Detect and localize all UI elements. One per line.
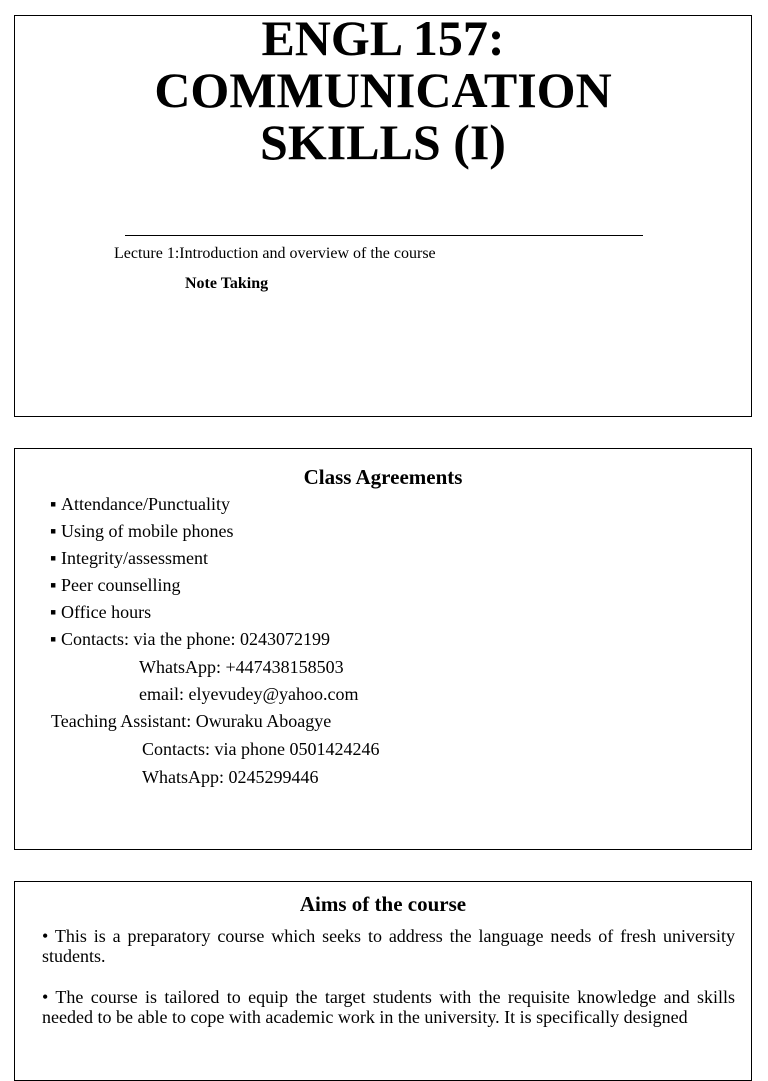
teaching-assistant: Teaching Assistant: Owuraku Aboagye bbox=[51, 711, 332, 731]
lecture-subtitle: Lecture 1:Introduction and overview of the course bbox=[114, 245, 436, 262]
bullet-icon: ▪ bbox=[50, 629, 57, 649]
whatsapp-contact: WhatsApp: +447438158503 bbox=[139, 657, 344, 677]
aim-paragraph: • This is a preparatory course which seeks to address the language needs of fresh university students. bbox=[42, 926, 735, 966]
slide-heading: Class Agreements bbox=[303, 465, 463, 489]
slide-heading: Aims of the course bbox=[299, 892, 467, 916]
list-item: ▪ Using of mobile phones bbox=[50, 521, 234, 541]
bullet-icon: ▪ bbox=[50, 521, 57, 541]
bullet-icon: • bbox=[42, 987, 49, 1007]
note-taking-label: Note Taking bbox=[185, 275, 269, 292]
bullet-icon: ▪ bbox=[50, 548, 57, 568]
course-title-line: ENGL 157: bbox=[261, 10, 505, 66]
bullet-icon: ▪ bbox=[50, 575, 57, 595]
course-title bbox=[15, 12, 751, 168]
ta-whatsapp-contact: WhatsApp: 0245299446 bbox=[142, 767, 319, 787]
course-title-line: SKILLS (I) bbox=[260, 114, 506, 170]
list-item: ▪ Office hours bbox=[50, 602, 152, 622]
bullet-icon: ▪ bbox=[50, 494, 57, 514]
list-item: ▪ Peer counselling bbox=[50, 575, 181, 595]
ta-phone-contact: Contacts: via phone 0501424246 bbox=[142, 739, 380, 759]
slide-course-aims bbox=[14, 881, 752, 1081]
list-item: ▪ Contacts: via the phone: 0243072199 bbox=[50, 629, 330, 649]
course-title-line: COMMUNICATION bbox=[154, 62, 612, 118]
divider bbox=[125, 235, 643, 236]
aim-paragraph: • The course is tailored to equip the target students with the requisite knowledge and skills needed to be able to cope with academic work in the university. It is specifically designed bbox=[42, 987, 735, 1027]
bullet-icon: • bbox=[42, 926, 49, 946]
list-item: ▪ Integrity/assessment bbox=[50, 548, 208, 568]
slide-title bbox=[14, 10, 752, 417]
slide-class-agreements bbox=[14, 448, 752, 850]
list-item: ▪ Attendance/Punctuality bbox=[50, 494, 230, 514]
bullet-icon: ▪ bbox=[50, 602, 57, 622]
email-contact: email: elyevudey@yahoo.com bbox=[139, 684, 359, 704]
